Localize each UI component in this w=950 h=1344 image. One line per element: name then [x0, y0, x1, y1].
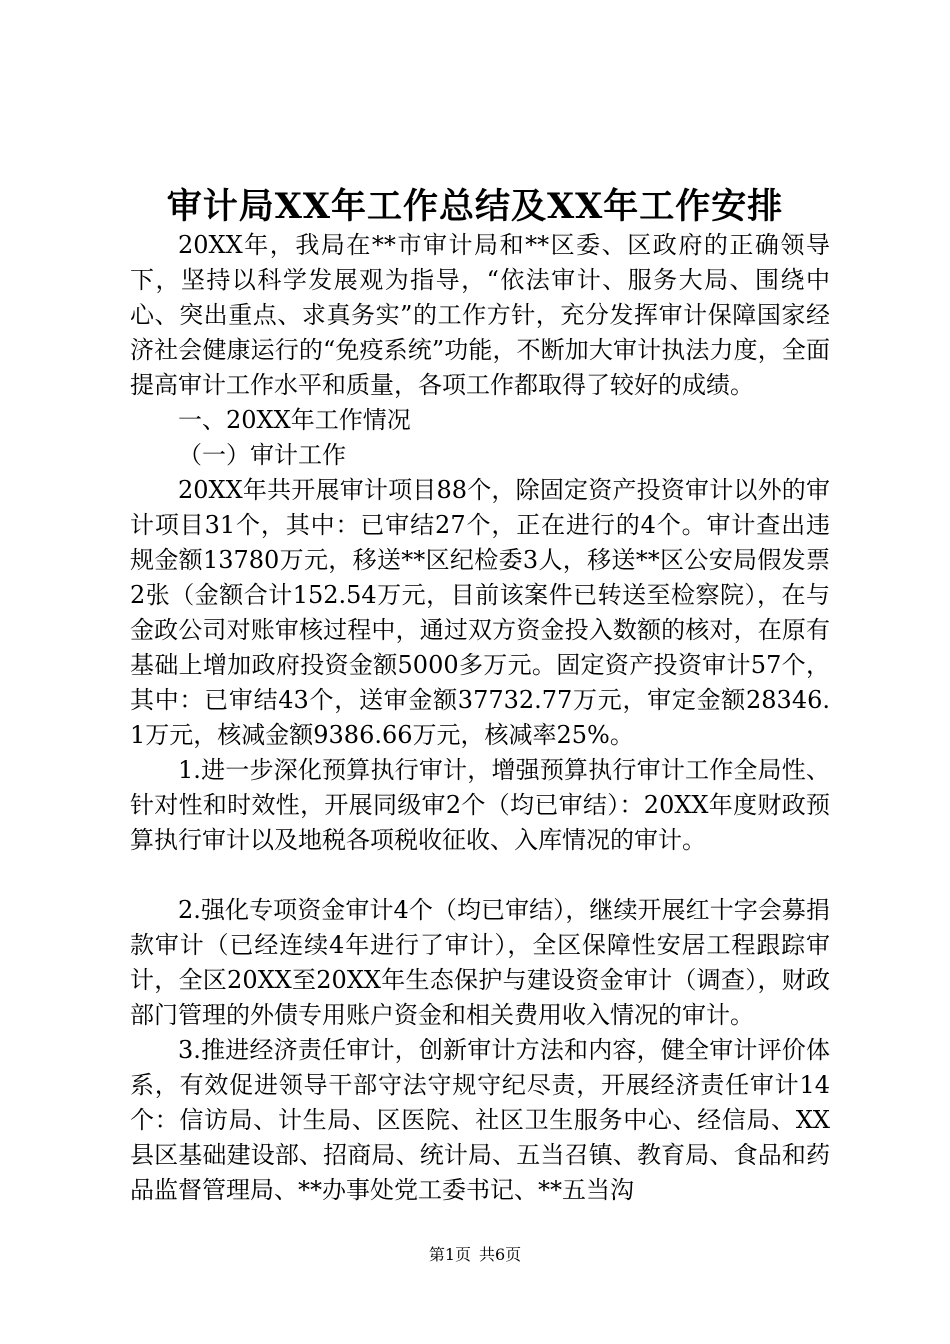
page-total: 共6页 [479, 1245, 522, 1264]
intro-paragraph: 20XX年，我局在**市审计局和**区委、区政府的正确领导下，坚持以科学发展观为指导，“依法审计、服务大局、围绕中心、突出重点、求真务实”的工作方针，充分发挥审计保障国家经济社会健康运行的“免疫系统”功能，不断加大审计执法力度，全面提高审计工作水平和质量，各项工作都取得了较好的成绩。 [130, 231, 830, 399]
audit-summary-paragraph: 20XX年共开展审计项目88个，除固定资产投资审计以外的审计项目31个，其中：已审结27个，正在进行的4个。审计查出违规金额13780万元，移送**区纪检委3人，移送**区公安局假发票2张（金额合计152.54万元，目前该案件已转送至检察院），在与金政公司对账审核过程中，通过双方资金投入数额的核对，在原有基础上增加政府投资金额5000多万元。固定资产投资审计57个，其中：已审结43个，送审金额37732.77万元，审定金额28346.1万元，核减金额9386.66万元，核减率25%。 [130, 476, 830, 749]
subsection-heading: （一）审计工作 [178, 441, 346, 469]
document-title: 审计局XX年工作总结及XX年工作安排 [166, 186, 784, 227]
section-heading: 一、20XX年工作情况 [178, 406, 411, 434]
page-number: 第1页 [428, 1245, 471, 1264]
budget-audit-paragraph: 1.进一步深化预算执行审计，增强预算执行审计工作全局性、针对性和时效性，开展同级审2个（均已审结）：20XX年度财政预算执行审计以及地税各项税收征收、入库情况的审计。 [130, 756, 830, 854]
economic-responsibility-paragraph: 3.推进经济责任审计，创新审计方法和内容，健全审计评价体系，有效促进领导干部守法守规守纪尽责，开展经济责任审计14个：信访局、计生局、区医院、社区卫生服务中心、经信局、XX县区基础建设部、招商局、统计局、五当召镇、教育局、食品和药品监督管理局、**办事处党工委书记、**五当沟 [130, 1036, 830, 1204]
document-body [130, 228, 830, 1208]
paragraph-gap [130, 858, 830, 893]
page-footer [0, 1244, 950, 1266]
special-fund-paragraph: 2.强化专项资金审计4个（均已审结），继续开展红十字会募捐款审计（已经连续4年进行了审计），全区保障性安居工程跟踪审计，全区20XX至20XX年生态保护与建设资金审计（调查），财政部门管理的外债专用账户资金和相关费用收入情况的审计。 [130, 896, 830, 1029]
